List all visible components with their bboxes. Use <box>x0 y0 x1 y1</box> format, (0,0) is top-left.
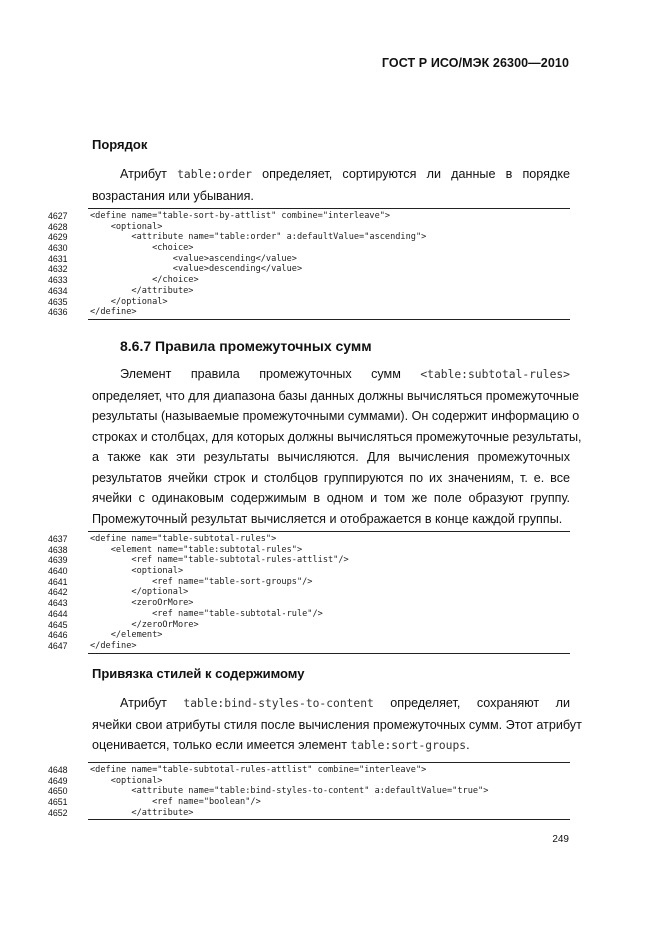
code-listing-order <box>48 208 570 320</box>
line-number: 4646 <box>48 630 68 641</box>
paragraph-line: а также как эти результаты вычисляются. Для вычисления промежуточных <box>92 450 570 464</box>
paragraph-line: ячейки свои атрибуты стиля после вычисления промежуточных сумм. Этот атрибут <box>92 717 582 732</box>
code-text: </define> <box>90 307 137 318</box>
page-number: 249 <box>552 834 569 845</box>
line-number: 4633 <box>48 275 68 286</box>
line-number: 4647 <box>48 640 68 651</box>
code-text: <choice> <box>90 243 194 254</box>
line-number: 4642 <box>48 587 68 598</box>
code-text: <define name="table-subtotal-rules"> <box>90 534 277 544</box>
code-text: </choice> <box>90 275 199 286</box>
code-line <box>48 765 570 776</box>
code-listing-bind-styles <box>48 762 570 820</box>
code-text: <define name="table-sort-by-attlist" combine="interleave"> <box>90 211 391 221</box>
code-line <box>48 544 570 556</box>
code-line <box>48 211 570 222</box>
paragraph-bind-styles <box>92 693 582 757</box>
code-line <box>48 587 570 598</box>
code-line <box>48 232 570 243</box>
code-text: <define name="table-subtotal-rules-attlist" combine="interleave"> <box>90 765 427 775</box>
subsection-title-order: Порядок <box>92 137 148 152</box>
line-number: 4636 <box>48 307 68 318</box>
paragraph-subtotal-rules <box>92 364 582 529</box>
code-line <box>48 608 570 620</box>
line-number: 4649 <box>48 775 68 786</box>
code-line <box>48 221 570 233</box>
code-line <box>48 264 570 275</box>
code-text: </attribute> <box>90 285 194 296</box>
line-number: 4645 <box>48 619 68 630</box>
code-text: <optional> <box>90 566 184 577</box>
code-text: <element name="table:subtotal-rules"> <box>90 544 303 555</box>
code-line <box>48 619 570 631</box>
line-number: 4641 <box>48 576 68 587</box>
code-text: <value>ascending</value> <box>90 253 297 264</box>
code-line <box>48 797 570 808</box>
code-text: <ref name="table-subtotal-rules-attlist"/> <box>90 555 349 566</box>
line-number: 4643 <box>48 598 68 609</box>
code-listing-subtotal-rules <box>48 531 570 654</box>
code-text: <zeroOrMore> <box>90 598 194 609</box>
paragraph-line: Атрибут table:order определяет, сортируются ли данные в порядке <box>120 167 570 181</box>
document-header: ГОСТ Р ИСО/МЭК 26300—2010 <box>381 56 569 70</box>
code-text: </attribute> <box>90 807 194 818</box>
code-text: <optional> <box>90 775 163 786</box>
paragraph-line: оценивается, только если имеется элемент table:sort-groups. <box>92 738 470 752</box>
code-text: </define> <box>90 640 137 651</box>
code-line <box>48 243 570 254</box>
line-number: 4648 <box>48 765 68 775</box>
code-line <box>48 786 570 797</box>
code-line <box>48 555 570 566</box>
paragraph-order <box>92 164 570 206</box>
code-text: </optional> <box>90 587 189 598</box>
code-text: <attribute name="table:bind-styles-to-content" a:defaultValue="true"> <box>90 786 489 797</box>
paragraph-line: Атрибут table:bind-styles-to-content определяет, сохраняют ли <box>120 696 570 710</box>
code-line <box>48 253 570 265</box>
code-text: </zeroOrMore> <box>90 619 199 630</box>
line-number: 4635 <box>48 296 68 307</box>
paragraph-line: определяет, что для диапазона базы данных должны вычисляться промежуточные <box>92 388 579 403</box>
code-line <box>48 307 570 318</box>
line-number: 4651 <box>48 797 68 808</box>
paragraph-line: строках и столбцах, для которых должны вычисляться промежуточные результаты, <box>92 429 582 444</box>
subsection-title-bind-styles: Привязка стилей к содержимому <box>92 666 305 681</box>
code-text: <optional> <box>90 221 163 232</box>
code-line <box>48 566 570 577</box>
code-line <box>48 807 570 819</box>
line-number: 4628 <box>48 221 68 232</box>
code-line <box>48 640 570 652</box>
line-number: 4650 <box>48 786 68 797</box>
code-text: <attribute name="table:order" a:defaultValue="ascending"> <box>90 232 427 243</box>
code-line <box>48 576 570 588</box>
line-number: 4638 <box>48 544 68 555</box>
code-text: <ref name="boolean"/> <box>90 797 261 808</box>
code-text: <value>descending</value> <box>90 264 303 275</box>
paragraph-line: возрастания или убывания. <box>92 188 254 203</box>
line-number: 4627 <box>48 211 68 221</box>
section-title-subtotal-rules: 8.6.7 Правила промежуточных сумм <box>120 338 372 354</box>
code-line <box>48 296 570 308</box>
code-line <box>48 275 570 286</box>
code-text: <ref name="table-sort-groups"/> <box>90 576 313 587</box>
code-text: <ref name="table-subtotal-rule"/> <box>90 608 323 619</box>
line-number: 4644 <box>48 608 68 619</box>
code-line <box>48 630 570 641</box>
code-line <box>48 285 570 297</box>
paragraph-line: Промежуточный результат вычисляется и отображается в конце каждой группы. <box>92 511 563 526</box>
line-number: 4639 <box>48 555 68 566</box>
paragraph-line: ячейки с одинаковым содержимым в одном и том же поле образуют группу. <box>92 491 570 505</box>
code-text: </optional> <box>90 296 168 307</box>
line-number: 4634 <box>48 285 68 296</box>
paragraph-line: результаты (называемые промежуточными суммами). Он содержит информацию о <box>92 409 580 423</box>
line-number: 4652 <box>48 807 68 818</box>
code-line <box>48 598 570 609</box>
line-number: 4637 <box>48 534 68 544</box>
paragraph-line: результатов ячейки строк и столбцов группируются по их значениям, т. е. все <box>92 470 570 485</box>
code-text: </element> <box>90 630 163 641</box>
paragraph-line: Элемент правила промежуточных сумм <table:subtotal-rules> <box>120 367 570 381</box>
line-number: 4640 <box>48 566 68 577</box>
code-line <box>48 534 570 545</box>
line-number: 4632 <box>48 264 68 275</box>
line-number: 4630 <box>48 243 68 254</box>
line-number: 4629 <box>48 232 68 243</box>
code-line <box>48 775 570 787</box>
line-number: 4631 <box>48 253 68 264</box>
